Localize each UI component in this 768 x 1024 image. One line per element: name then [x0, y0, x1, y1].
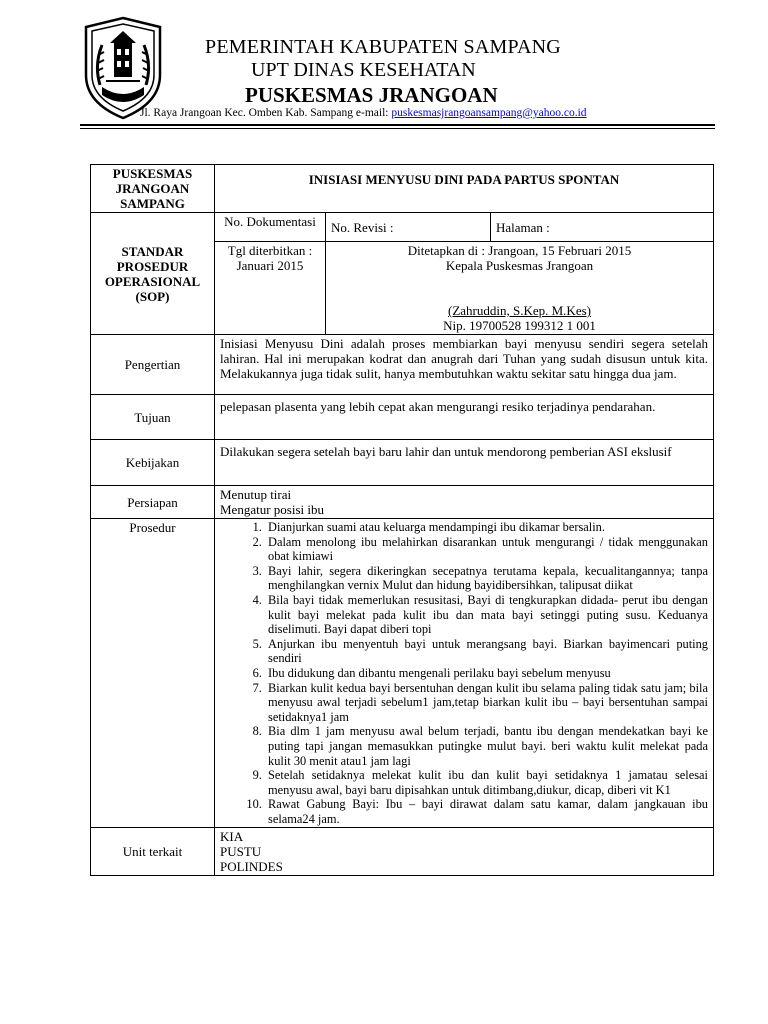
prosedur-step: 7. Biarkan kulit kedua bayi bersentuhan dengan kulit ibu selama paling tidak satu jam; bila menyusu awal terjadi sebelum1 jam,tetap biarkan kulit ibu – bayi bersentuhan sampai setidaknya1 jam [265, 681, 708, 725]
head-name: (Zahruddin, S.Kep. M.Kes) [448, 303, 591, 318]
prosedur-step: 9. Setelah setidaknya melekat kulit ibu dan kulit bayi setidaknya 1 jamatau selesai menyusu awal, bayi baru dipisahkan untuk ditimbang,diukur, dicap, diberi vit K1 [265, 768, 708, 797]
sop-label-cell: STANDAR PROSEDUR OPERASIONAL (SOP) [91, 213, 215, 335]
letterhead-rule-thick [80, 124, 715, 126]
unit-list [215, 828, 714, 876]
sop-table [90, 164, 714, 876]
prosedur-step: 4. Bila bayi tidak memerlukan resusitasi, Bayi di tengkurapkan didada- perut ibu dengan kulit bayi melekat pada kulit ibu dan mata bayi setinggi puting susu. Keduanya diselimuti. Bayi dapat diberi topi [265, 593, 708, 637]
letterhead-government: PEMERINTAH KABUPATEN SAMPANG [205, 36, 561, 58]
org-name-cell: PUSKESMAS JRANGOAN SAMPANG [91, 165, 215, 213]
prosedur-cell [215, 519, 714, 828]
doc-number-label: No. Dokumentasi [215, 213, 326, 242]
sampang-regency-emblem [80, 15, 166, 121]
head-title: Kepala Puskesmas Jrangoan [445, 258, 594, 273]
head-nip: Nip. 19700528 199312 1 001 [443, 318, 596, 333]
prosedur-step: 3. Bayi lahir, segera dikeringkan secepatnya terutama kepala, kecualitangannya; tanpa menghilangkan vernix Mulut dan hidung bayidibersihkan, talipusat diikat [265, 564, 708, 593]
issued-date: Januari 2015 [236, 258, 304, 273]
kebijakan-text: Dilakukan segera setelah bayi baru lahir dan untuk mendorong pemberian ASI ekslusif [215, 440, 714, 486]
email-link[interactable]: puskesmasjrangoansampang@yahoo.co.id [391, 107, 587, 119]
tujuan-label: Tujuan [91, 395, 215, 440]
established-place-date: Ditetapkan di : Jrangoan, 15 Februari 2015 [407, 243, 632, 258]
persiapan-list [215, 486, 714, 519]
page-label: Halaman : [491, 213, 714, 242]
unit-item: POLINDES [220, 859, 283, 875]
unit-label: Unit terkait [91, 828, 215, 876]
unit-item: KIA [220, 829, 244, 845]
revision-label: No. Revisi : [326, 213, 491, 242]
issued-cell [215, 242, 326, 335]
prosedur-list [220, 520, 708, 826]
prosedur-step: 8. Bia dlm 1 jam menyusu awal belum terjadi, bantu ibu dengan mendekatkan bayi ke puting tapi jangan memasukkan putingke mulut bayi. beri waktu kulit melekat pada kulit 30 menit atau1 jam lagi [265, 724, 708, 768]
prosedur-step: 6. Ibu didukung dan dibantu mengenali perilaku bayi sebelum menyusu [265, 666, 708, 681]
unit-item: PUSTU [220, 844, 262, 860]
persiapan-item: Menutup tirai [220, 487, 292, 502]
prosedur-label: Prosedur [91, 519, 215, 828]
kebijakan-label: Kebijakan [91, 440, 215, 486]
pengertian-label: Pengertian [91, 335, 215, 395]
pengertian-text: Inisiasi Menyusu Dini adalah proses membiarkan bayi menyusu sendiri segera setelah lahiran. Hal ini merupakan kodrat dan anugrah dari Tuhan yang sudah disusun untuk kita. Melakukannya juga tidak sulit, hanya membutuhkan waktu sekitar satu hingga dua jam. [215, 335, 714, 395]
prosedur-step: 2. Dalam menolong ibu melahirkan disarankan untuk mengurangi / tidak menggunakan obat kimiawi [265, 535, 708, 564]
prosedur-step: 10. Rawat Gabung Bayi: Ibu – bayi dirawat dalam satu kamar, dalam jangkauan ibu selama24 jam. [265, 797, 708, 826]
letterhead-department: UPT DINAS KESEHATAN [251, 59, 476, 81]
sop-title: INISIASI MENYUSU DINI PADA PARTUS SPONTAN [215, 165, 714, 213]
persiapan-label: Persiapan [91, 486, 215, 519]
approval-cell [326, 242, 714, 335]
prosedur-step: 5. Anjurkan ibu menyentuh bayi untuk merangsang bayi. Biarkan bayimencari puting sendiri [265, 637, 708, 666]
letterhead-address: Jl. Raya Jrangoan Kec. Omben Kab. Sampang e-mail: puskesmasjrangoansampang@yahoo.co.id [140, 107, 587, 119]
tujuan-text: pelepasan plasenta yang lebih cepat akan mengurangi resiko terjadinya pendarahan. [215, 395, 714, 440]
letterhead-rule-thin [80, 128, 715, 129]
letterhead-clinic: PUSKESMAS JRANGOAN [245, 83, 498, 107]
issued-label: Tgl diterbitkan : [227, 243, 313, 258]
prosedur-step: 1. Dianjurkan suami atau keluarga mendampingi ibu dikamar bersalin. [265, 520, 708, 535]
persiapan-item: Mengatur posisi ibu [220, 502, 324, 517]
